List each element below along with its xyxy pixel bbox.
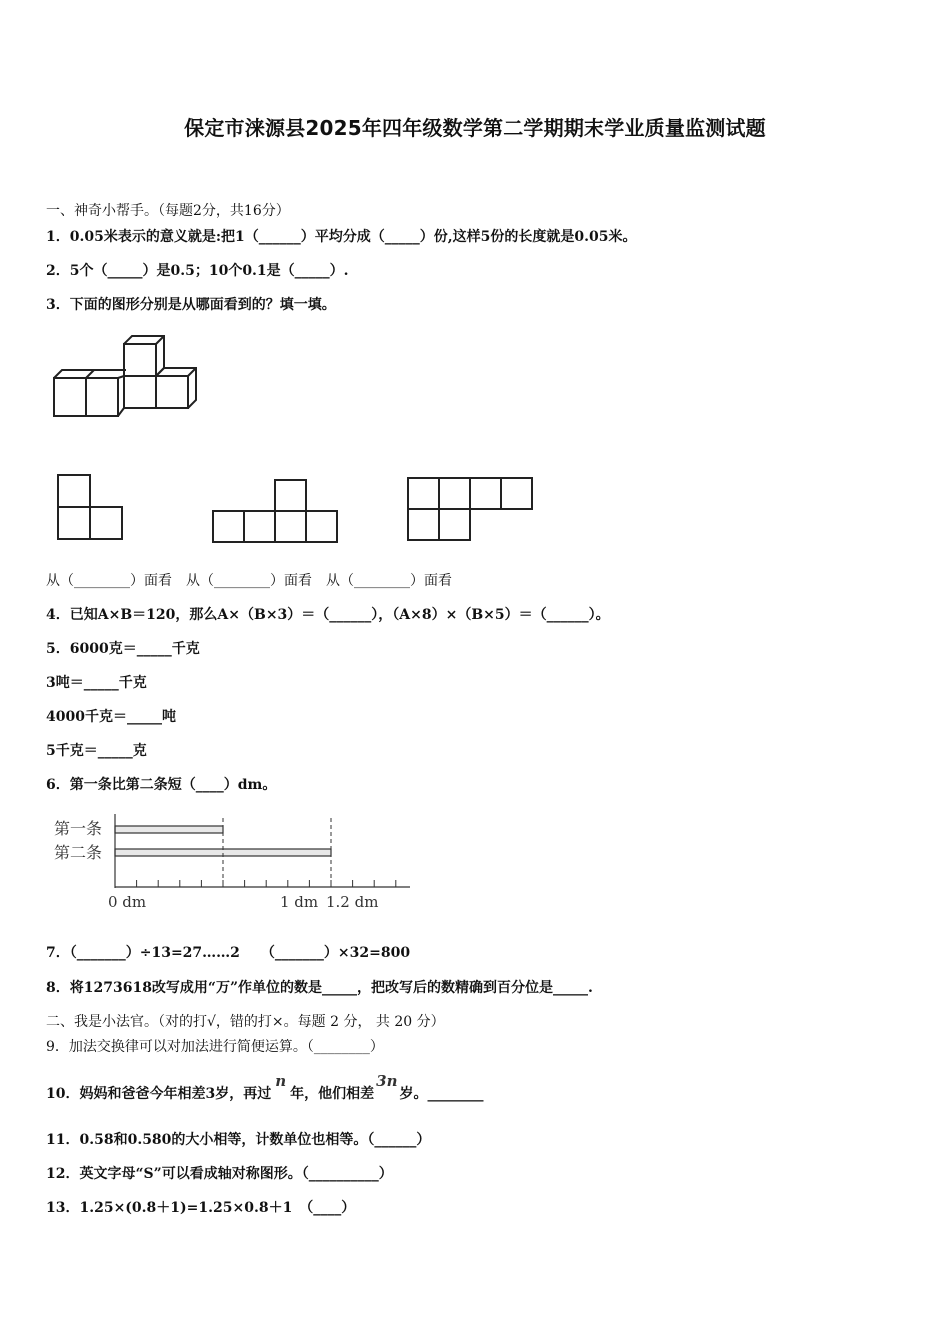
question-9: 9．加法交换律可以对加法进行简便运算。（________） — [46, 1039, 384, 1055]
question-5c: 4000千克＝_____吨 — [46, 709, 176, 725]
question-10-part-a: 10．妈妈和爸爸今年相差3岁，再过 — [46, 1086, 272, 1102]
question-10-part-c: 岁。________ — [399, 1086, 484, 1102]
question-10-part-b: 年，他们相差 — [290, 1086, 375, 1102]
question-3-answer: 从（________）面看 从（________）面看 从（________）面看 — [46, 573, 452, 589]
question-1: 1．0.05米表示的意义就是:把1（______）平均分成（_____）份,这样5份的长度就是0.05米。 — [46, 229, 637, 245]
question-2: 2．5个（_____）是0.5；10个0.1是（_____）. — [46, 263, 349, 279]
question-3: 3．下面的图形分别是从哪面看到的？填一填。 — [46, 297, 336, 313]
question-13: 13．1.25×(0.8＋1)=1.25×0.8＋1 （____） — [46, 1200, 356, 1216]
cube-stack-figure — [48, 330, 200, 425]
variable-n: n — [275, 1072, 287, 1090]
page-title: 保定市涞源县2025年四年级数学第二学期期末学业质量监测试题 — [184, 116, 766, 140]
view-figure-2 — [211, 478, 341, 546]
view-figure-1 — [56, 473, 126, 543]
question-8: 8．将1273618改写成用“万”作单位的数是_____，把改写后的数精确到百分位是_____. — [46, 980, 593, 996]
segment-1-bar — [115, 826, 223, 833]
segment-2-label: 第二条 — [54, 843, 103, 862]
question-5b: 3吨＝_____千克 — [46, 675, 147, 691]
question-4: 4．已知A×B＝120，那么A×（B×3）＝（______），（A×8）×（B×5）＝（______）。 — [46, 607, 610, 623]
question-10 — [46, 1072, 484, 1103]
question-7: 7．（_______）÷13=27……2 （_______）×32=800 — [46, 945, 411, 961]
section-2-heading: 二、我是小法官。（对的打√，错的打×。每题 2 分， 共 20 分） — [46, 1014, 445, 1030]
view-figure-3 — [406, 476, 536, 544]
question-11: 11．0.58和0.580的大小相等，计数单位也相等。（______） — [46, 1132, 431, 1148]
question-5d: 5千克＝_____克 — [46, 743, 147, 759]
tick-label-0: 0 dm — [108, 893, 147, 911]
variable-3n: 3n — [376, 1072, 398, 1090]
tick-label-2: 1.2 dm — [326, 893, 379, 911]
tick-label-1: 1 dm — [280, 893, 319, 911]
line-segment-ruler-figure — [50, 814, 420, 914]
segment-1-label: 第一条 — [54, 819, 103, 838]
question-5a: 5．6000克＝_____千克 — [46, 641, 200, 657]
question-12: 12．英文字母“S”可以看成轴对称图形。（__________） — [46, 1166, 393, 1182]
question-6: 6．第一条比第二条短（____）dm。 — [46, 777, 277, 793]
section-1-heading: 一、神奇小帮手。（每题2分，共16分） — [46, 203, 290, 219]
